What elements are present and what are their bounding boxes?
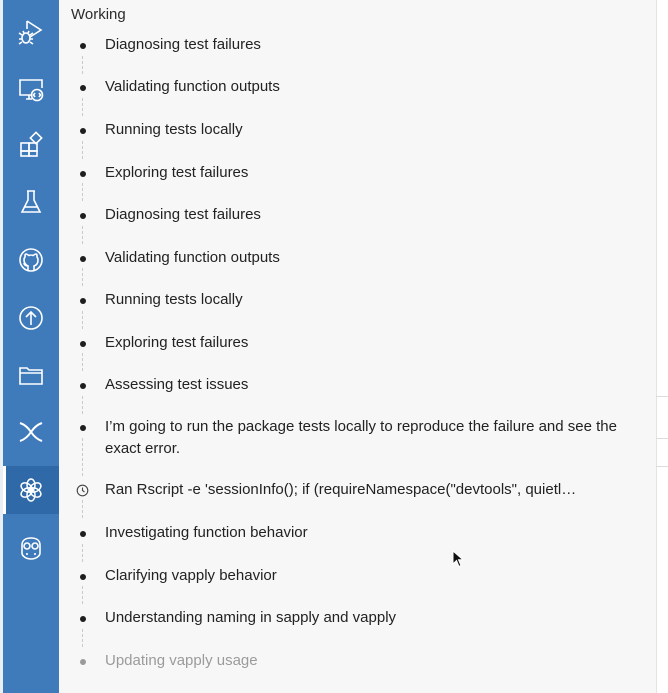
live-share-button[interactable] [3, 408, 59, 456]
step-text: Updating vapply usage [105, 652, 258, 669]
timeline-connector [82, 98, 83, 116]
step-text: Running tests locally [105, 121, 243, 138]
bullet-icon [80, 341, 86, 347]
folder-button[interactable] [3, 351, 59, 399]
timeline-connector [82, 353, 83, 371]
timeline-connector [82, 226, 83, 244]
step-text: Investigating function behavior [105, 524, 308, 541]
step-text: Running tests locally [105, 291, 243, 308]
bullet-icon [80, 616, 86, 622]
timeline-connector [82, 141, 83, 159]
timeline-connector [82, 268, 83, 286]
github-button[interactable] [3, 236, 59, 284]
timeline-connector [82, 544, 83, 562]
step-text: Diagnosing test failures [105, 206, 261, 223]
bullet-icon [80, 425, 86, 431]
divider [656, 0, 657, 693]
openai-icon [16, 475, 46, 505]
timeline-connector [82, 438, 83, 476]
activity-bar [0, 0, 59, 693]
bullet-icon [80, 383, 86, 389]
extensions-icon [16, 130, 46, 160]
run-debug-icon [16, 17, 46, 47]
bullet-icon [80, 574, 86, 580]
testing-button[interactable] [3, 178, 59, 226]
divider [656, 466, 668, 467]
clock-icon [76, 484, 89, 497]
chat-panel [59, 0, 656, 693]
live-share-icon [16, 417, 46, 447]
copilot-button[interactable] [3, 524, 59, 572]
copilot-icon [16, 533, 46, 563]
timeline-connector [82, 311, 83, 329]
timeline-connector [82, 183, 83, 201]
remote-explorer-button[interactable] [3, 65, 59, 113]
timeline-connector [82, 500, 83, 518]
divider [656, 438, 668, 439]
run-debug-button[interactable] [3, 8, 59, 56]
editor-edge [656, 0, 668, 693]
timeline-connector [82, 586, 83, 604]
mouse-cursor-icon [452, 550, 464, 568]
timeline-connector [82, 629, 83, 647]
remote-explorer-icon [16, 74, 46, 104]
github-icon [16, 245, 46, 275]
timeline-connector [82, 56, 83, 74]
working-heading: Working [71, 6, 126, 23]
step-text: Validating function outputs [105, 249, 280, 266]
bullet-icon [80, 128, 86, 134]
folder-icon [16, 360, 46, 390]
divider [656, 396, 668, 397]
step-text: Validating function outputs [105, 78, 280, 95]
bullet-icon [80, 43, 86, 49]
step-text: Exploring test failures [105, 334, 249, 351]
step-text: Clarifying vapply behavior [105, 567, 277, 584]
publish-icon [16, 303, 46, 333]
step-text: Understanding naming in sapply and vapply [105, 609, 397, 626]
step-text: Diagnosing test failures [105, 36, 261, 53]
bullet-icon [80, 256, 86, 262]
bullet-icon [80, 85, 86, 91]
step-text: Ran Rscript -e 'sessionInfo(); if (requireNamespace("devtools", quietl… [105, 481, 577, 498]
bullet-icon [80, 171, 86, 177]
bullet-icon [80, 213, 86, 219]
step-text: Exploring test failures [105, 164, 249, 181]
timeline-connector [82, 396, 83, 414]
step-text: Assessing test issues [105, 376, 249, 393]
bullet-icon [80, 298, 86, 304]
bullet-icon [80, 659, 86, 665]
bullet-icon [80, 531, 86, 537]
extensions-button[interactable] [3, 121, 59, 169]
step-text: I’m going to run the package tests locally to reproduce the failure and see the exact error. [105, 418, 617, 457]
openai-button[interactable] [3, 466, 59, 514]
publish-button[interactable] [3, 294, 59, 342]
testing-icon [16, 187, 46, 217]
